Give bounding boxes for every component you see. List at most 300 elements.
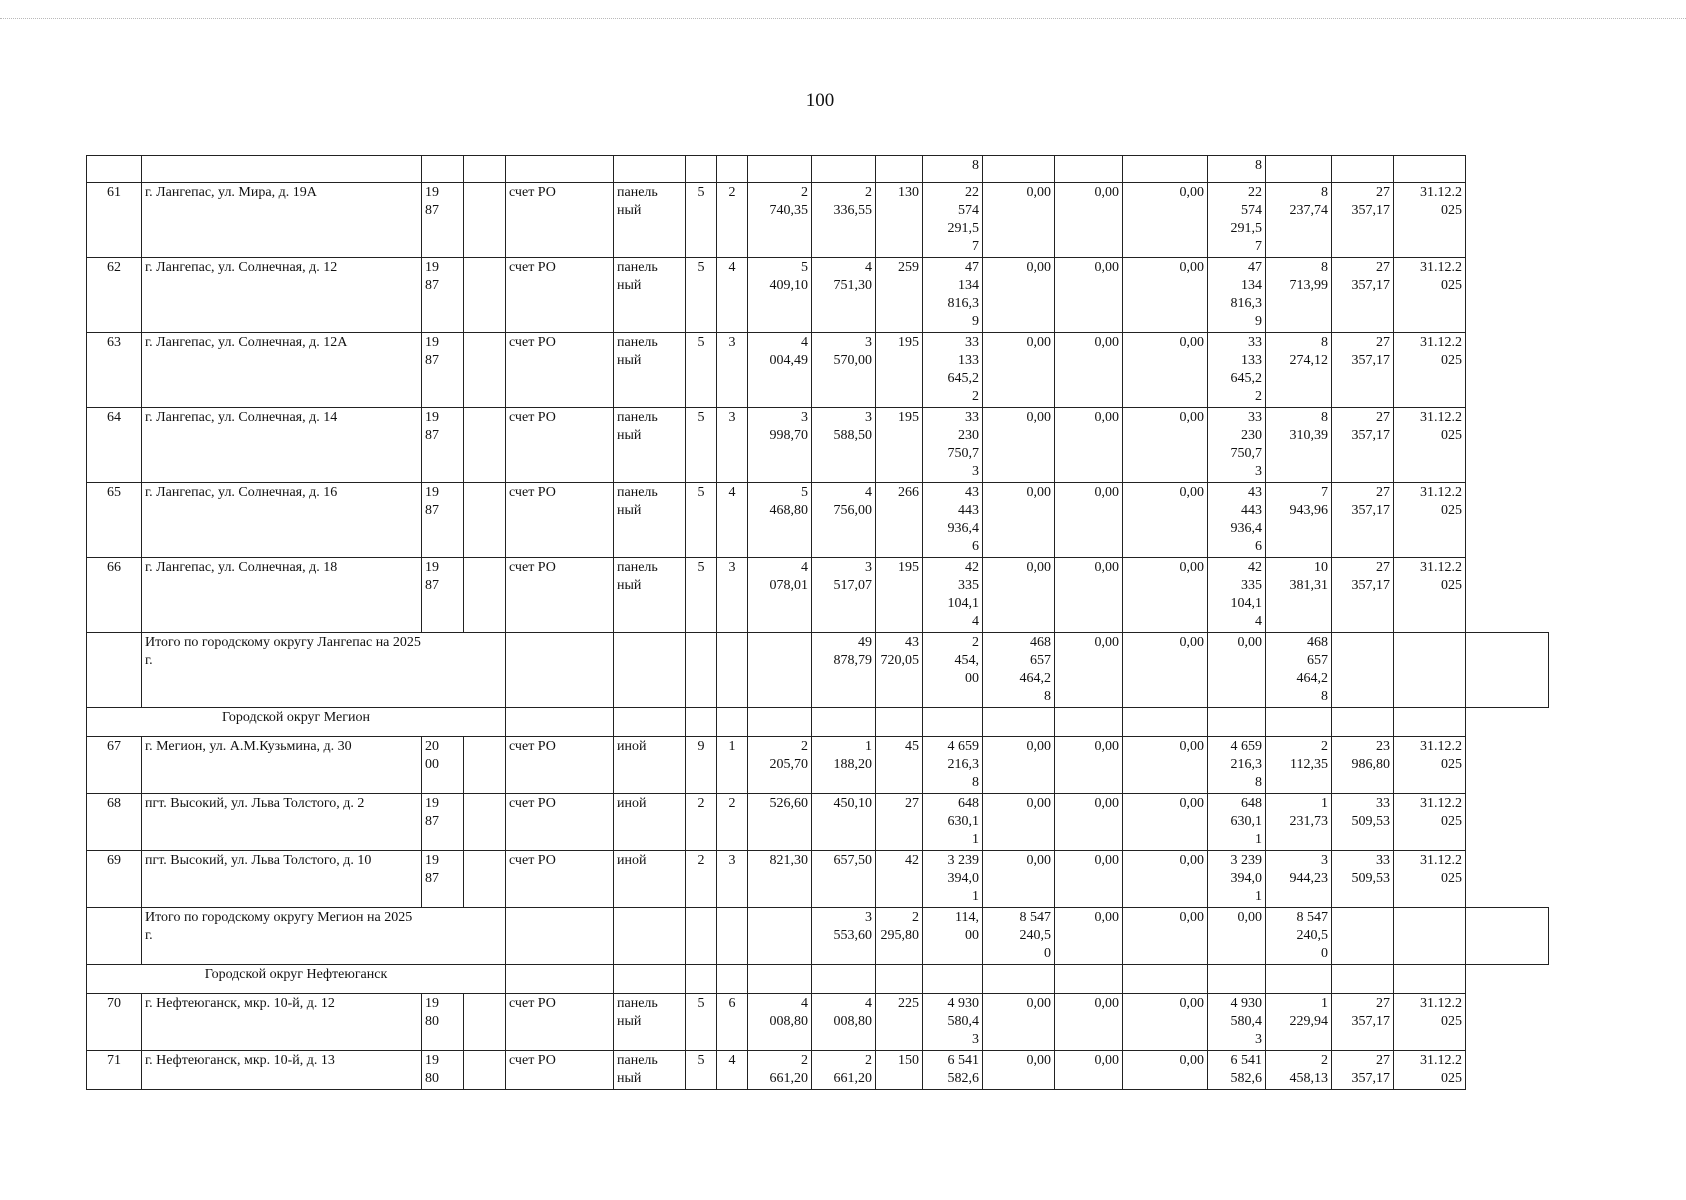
cell-cost-owners-fund: 3 239 394,0 1: [1208, 851, 1266, 908]
cell-entrances: 3: [717, 408, 748, 483]
cell-residents: [876, 708, 923, 737]
cell-row-number: 70: [87, 994, 142, 1051]
cell-wall-material: панель ный: [614, 408, 686, 483]
cell-cost-budget: [1055, 965, 1123, 994]
cell-cost-budget: 0,00: [1055, 558, 1123, 633]
cell-max-cost: 27 357,17: [1332, 558, 1394, 633]
table-row: [87, 737, 1549, 794]
cell-cost-budget: 0,00: [1055, 258, 1123, 333]
cell-entrances: [717, 156, 748, 183]
cell-year-built: 19 87: [422, 258, 464, 333]
cell-cost-owners: 0,00: [1123, 558, 1208, 633]
cell-living-area: 3 588,50: [812, 408, 876, 483]
cell-max-cost: [1332, 633, 1394, 708]
cell-residents: [876, 156, 923, 183]
table-row: [87, 851, 1549, 908]
cell-residents: 225: [876, 994, 923, 1051]
cell-wall-material: иной: [614, 737, 686, 794]
cell-total-area: [748, 633, 812, 708]
cell-total-area: 5 409,10: [748, 258, 812, 333]
cell-cost-budget: 0,00: [1055, 737, 1123, 794]
cell-max-cost: 23 986,80: [1332, 737, 1394, 794]
cell-residents: 27: [876, 794, 923, 851]
cell-floors: 5: [686, 1051, 717, 1090]
cell-blank-col: [464, 794, 506, 851]
cell-living-area: 4 751,30: [812, 258, 876, 333]
cell-entrances: 6: [717, 994, 748, 1051]
cell-cost-owners: [1123, 156, 1208, 183]
cell-cost-fund: 0,00: [983, 258, 1055, 333]
cell-specific-cost: 2 112,35: [1266, 737, 1332, 794]
cell-entrances: [717, 633, 748, 708]
cell-cost-budget: [1055, 156, 1123, 183]
cell-address: г. Лангепас, ул. Мира, д. 19А: [142, 183, 422, 258]
cell-entrances: 3: [717, 333, 748, 408]
cell-blank-col: [464, 156, 506, 183]
cell-entrances: 4: [717, 258, 748, 333]
cell-total-cost: 4 930 580,4 3: [923, 994, 983, 1051]
cell-total-area: 2 205,70: [748, 737, 812, 794]
cell-cost-budget: 0,00: [1055, 333, 1123, 408]
cell-living-area: 450,10: [812, 794, 876, 851]
cell-cost-owners-fund: 43 443 936,4 6: [1208, 483, 1266, 558]
cell-total-area: [748, 908, 812, 965]
cell-residents: 2 295,80: [876, 908, 923, 965]
cell-completion-date: 31.12.2 025: [1394, 483, 1466, 558]
cell-row-number: 64: [87, 408, 142, 483]
cell-cost-fund: 0,00: [983, 333, 1055, 408]
cell-cost-budget: 0,00: [1055, 908, 1123, 965]
cell-total-cost: 33 230 750,7 3: [923, 408, 983, 483]
cell-specific-cost: 8 274,12: [1266, 333, 1332, 408]
cell-cost-owners-fund: 33 230 750,7 3: [1208, 408, 1266, 483]
cell-wall-material: панель ный: [614, 258, 686, 333]
table-row: [87, 1051, 1549, 1090]
cell-total-cost: 22 574 291,5 7: [923, 183, 983, 258]
cell-cost-fund: [983, 965, 1055, 994]
cell-cost-owners-fund: 47 134 816,3 9: [1208, 258, 1266, 333]
cell-total-cost: [923, 708, 983, 737]
cell-funding-method: счет РО: [506, 258, 614, 333]
cell-total-area: 526,60: [748, 794, 812, 851]
cell-total-cost: 33 133 645,2 2: [923, 333, 983, 408]
cell-living-area: 3 517,07: [812, 558, 876, 633]
cell-total-area: 4 004,49: [748, 333, 812, 408]
cell-row-number: 69: [87, 851, 142, 908]
cell-specific-cost: [1266, 708, 1332, 737]
table-row: [87, 994, 1549, 1051]
cell-total-area: 2 740,35: [748, 183, 812, 258]
capital-repair-table: [86, 155, 1549, 1090]
cell-total-cost: [923, 965, 983, 994]
cell-cost-owners: 0,00: [1123, 483, 1208, 558]
cell-entrances: 1: [717, 737, 748, 794]
cell-year-built: 19 87: [422, 408, 464, 483]
cell-cost-budget: 0,00: [1055, 408, 1123, 483]
cell-max-cost: 27 357,17: [1332, 258, 1394, 333]
cell-cost-owners: 0,00: [1123, 633, 1208, 708]
cell-max-cost: [1332, 965, 1394, 994]
cell-funding-method: счет РО: [506, 794, 614, 851]
cell-wall-material: [614, 633, 686, 708]
cell-entrances: [717, 908, 748, 965]
cell-completion-date: [1394, 908, 1466, 965]
cell-address: пгт. Высокий, ул. Льва Толстого, д. 10: [142, 851, 422, 908]
cell-wall-material: панель ный: [614, 558, 686, 633]
cell-address: пгт. Высокий, ул. Льва Толстого, д. 2: [142, 794, 422, 851]
cell-funding-method: счет РО: [506, 408, 614, 483]
cell-cost-fund: 468 657 464,2 8: [983, 633, 1055, 708]
cell-cost-fund: 0,00: [983, 558, 1055, 633]
cell-row-number: 66: [87, 558, 142, 633]
cell-specific-cost: 10 381,31: [1266, 558, 1332, 633]
cell-specific-cost: 3 944,23: [1266, 851, 1332, 908]
cell-total-cost: 648 630,1 1: [923, 794, 983, 851]
cell-specific-cost: 1 229,94: [1266, 994, 1332, 1051]
cell-cost-budget: 0,00: [1055, 483, 1123, 558]
cell-cost-fund: [983, 708, 1055, 737]
cell-blank-col: [464, 258, 506, 333]
cell-cost-fund: 0,00: [983, 408, 1055, 483]
cell-residents: 195: [876, 408, 923, 483]
cell-floors: 5: [686, 558, 717, 633]
cell-specific-cost: 2 458,13: [1266, 1051, 1332, 1090]
cell-total-cost: 42 335 104,1 4: [923, 558, 983, 633]
cell-address: г. Лангепас, ул. Солнечная, д. 16: [142, 483, 422, 558]
cell-total-area: 4 078,01: [748, 558, 812, 633]
cell-funding-method: [506, 633, 614, 708]
section-header-row: [87, 965, 1549, 994]
cell-residents: 150: [876, 1051, 923, 1090]
cell-max-cost: 27 357,17: [1332, 1051, 1394, 1090]
cell-cost-budget: 0,00: [1055, 994, 1123, 1051]
cell-living-area: 2 661,20: [812, 1051, 876, 1090]
cell-wall-material: [614, 908, 686, 965]
cell-year-built: 19 80: [422, 1051, 464, 1090]
cell-floors: 5: [686, 258, 717, 333]
cell-funding-method: [506, 156, 614, 183]
cell-funding-method: счет РО: [506, 737, 614, 794]
cell-entrances: [717, 965, 748, 994]
cell-floors: [686, 908, 717, 965]
cell-cost-fund: 0,00: [983, 737, 1055, 794]
cell-blank-col: [464, 483, 506, 558]
cell-total-area: [748, 965, 812, 994]
cell-year-built: 19 87: [422, 558, 464, 633]
cell-blank-col: [464, 408, 506, 483]
cell-cost-owners-fund: [1208, 708, 1266, 737]
cell-floors: 5: [686, 994, 717, 1051]
cell-floors: 2: [686, 794, 717, 851]
cell-funding-method: [506, 708, 614, 737]
table-row: [87, 408, 1549, 483]
cell-max-cost: 27 357,17: [1332, 333, 1394, 408]
cell-blank-col: [464, 558, 506, 633]
cell-cost-owners-fund: 33 133 645,2 2: [1208, 333, 1266, 408]
cell-living-area: 4 756,00: [812, 483, 876, 558]
cell-cost-fund: 0,00: [983, 483, 1055, 558]
cell-completion-date: 31.12.2 025: [1394, 558, 1466, 633]
cell-wall-material: иной: [614, 794, 686, 851]
total-label: Итого по городскому округу Мегион на 2025 г.: [142, 908, 506, 965]
cell-total-area: 5 468,80: [748, 483, 812, 558]
cell-living-area: [812, 156, 876, 183]
page-number: 100: [805, 90, 835, 111]
cell-living-area: 49 878,79: [812, 633, 876, 708]
cell-entrances: 4: [717, 1051, 748, 1090]
table-row: [87, 183, 1549, 258]
cell-total-area: 821,30: [748, 851, 812, 908]
section-title: Городской округ Мегион: [87, 708, 506, 737]
cell-cost-owners-fund: 22 574 291,5 7: [1208, 183, 1266, 258]
cell-floors: [686, 633, 717, 708]
cell-address: г. Нефтеюганск, мкр. 10-й, д. 13: [142, 1051, 422, 1090]
cell-row-number: 68: [87, 794, 142, 851]
cell-completion-date: 31.12.2 025: [1394, 851, 1466, 908]
cell-cost-owners-fund: 42 335 104,1 4: [1208, 558, 1266, 633]
cell-floors: 5: [686, 333, 717, 408]
cell-cost-owners: 0,00: [1123, 333, 1208, 408]
cell-cost-fund: 0,00: [983, 794, 1055, 851]
cell-year-built: 19 80: [422, 994, 464, 1051]
table-body: [87, 156, 1549, 1090]
cell-cost-owners: 0,00: [1123, 408, 1208, 483]
cell-completion-date: 31.12.2 025: [1394, 408, 1466, 483]
cell-wall-material: [614, 708, 686, 737]
cell-cost-budget: 0,00: [1055, 183, 1123, 258]
total-row: [87, 633, 1549, 708]
cell-year-built: 20 00: [422, 737, 464, 794]
cell-row-number: [87, 156, 142, 183]
cell-funding-method: счет РО: [506, 994, 614, 1051]
cell-specific-cost: 8 713,99: [1266, 258, 1332, 333]
cell-cost-owners-fund: 0,00: [1208, 908, 1266, 965]
cell-blank-col: [464, 994, 506, 1051]
cell-row-number: 71: [87, 1051, 142, 1090]
cell-row-number: 65: [87, 483, 142, 558]
cell-blank-col: [464, 1051, 506, 1090]
cell-cost-owners: 0,00: [1123, 908, 1208, 965]
cell-wall-material: [614, 965, 686, 994]
cell-floors: 2: [686, 851, 717, 908]
cell-address: г. Нефтеюганск, мкр. 10-й, д. 12: [142, 994, 422, 1051]
cell-cost-budget: 0,00: [1055, 794, 1123, 851]
cell-total-area: [748, 156, 812, 183]
cell-specific-cost: 8 237,74: [1266, 183, 1332, 258]
cell-wall-material: панель ный: [614, 994, 686, 1051]
cell-undefined: [1466, 633, 1549, 708]
cell-year-built: 19 87: [422, 794, 464, 851]
cell-cost-owners: 0,00: [1123, 737, 1208, 794]
cell-residents: 42: [876, 851, 923, 908]
cell-floors: 5: [686, 183, 717, 258]
cell-funding-method: счет РО: [506, 183, 614, 258]
cell-completion-date: 31.12.2 025: [1394, 994, 1466, 1051]
cell-row-number: 62: [87, 258, 142, 333]
cell-completion-date: 31.12.2 025: [1394, 258, 1466, 333]
cell-living-area: [812, 708, 876, 737]
cell-wall-material: панель ный: [614, 483, 686, 558]
cell-max-cost: 27 357,17: [1332, 183, 1394, 258]
cell-blank-col: [464, 333, 506, 408]
cell-undefined: [1466, 908, 1549, 965]
cell-cost-owners: 0,00: [1123, 1051, 1208, 1090]
cell-row-number: 63: [87, 333, 142, 408]
cell-row-number: 67: [87, 737, 142, 794]
cell-address: г. Мегион, ул. А.М.Кузьмина, д. 30: [142, 737, 422, 794]
total-row: [87, 908, 1549, 965]
cell-specific-cost: [1266, 965, 1332, 994]
cell-floors: 5: [686, 408, 717, 483]
cell-total-area: 2 661,20: [748, 1051, 812, 1090]
cell-residents: 130: [876, 183, 923, 258]
cell-cost-owners: [1123, 708, 1208, 737]
cell-cost-fund: 0,00: [983, 183, 1055, 258]
cell-completion-date: [1394, 633, 1466, 708]
cell-living-area: 1 188,20: [812, 737, 876, 794]
cell-specific-cost: 7 943,96: [1266, 483, 1332, 558]
cell-living-area: 657,50: [812, 851, 876, 908]
cell-funding-method: счет РО: [506, 1051, 614, 1090]
cell-residents: [876, 965, 923, 994]
cell-address: г. Лангепас, ул. Солнечная, д. 14: [142, 408, 422, 483]
cell-specific-cost: 468 657 464,2 8: [1266, 633, 1332, 708]
cell-completion-date: 31.12.2 025: [1394, 1051, 1466, 1090]
cell-total-area: [748, 708, 812, 737]
cell-max-cost: [1332, 908, 1394, 965]
cell-funding-method: [506, 965, 614, 994]
cell-completion-date: 31.12.2 025: [1394, 333, 1466, 408]
cell-cost-owners: 0,00: [1123, 258, 1208, 333]
cell-year-built: 19 87: [422, 851, 464, 908]
cell-max-cost: 27 357,17: [1332, 483, 1394, 558]
cell-residents: 45: [876, 737, 923, 794]
cell-cost-budget: 0,00: [1055, 851, 1123, 908]
cell-total-cost: 47 134 816,3 9: [923, 258, 983, 333]
cell-cost-budget: [1055, 708, 1123, 737]
cell-max-cost: 33 509,53: [1332, 794, 1394, 851]
cell-specific-cost: 8 547 240,5 0: [1266, 908, 1332, 965]
cell-funding-method: [506, 908, 614, 965]
cell-year-built: 19 87: [422, 333, 464, 408]
cell-completion-date: [1394, 156, 1466, 183]
cell-total-cost: 8: [923, 156, 983, 183]
cell-total-cost: 4 659 216,3 8: [923, 737, 983, 794]
cell-wall-material: [614, 156, 686, 183]
cell-total-cost: 6 541 582,6: [923, 1051, 983, 1090]
cell-completion-date: [1394, 708, 1466, 737]
cell-cost-fund: 0,00: [983, 1051, 1055, 1090]
cell-living-area: 3 553,60: [812, 908, 876, 965]
cell-living-area: 4 008,80: [812, 994, 876, 1051]
cell-residents: 43 720,05: [876, 633, 923, 708]
cell-wall-material: панель ный: [614, 1051, 686, 1090]
cell-funding-method: счет РО: [506, 483, 614, 558]
cell-year-built: 19 87: [422, 483, 464, 558]
cell-row-number: [87, 633, 142, 708]
cell-address: г. Лангепас, ул. Солнечная, д. 18: [142, 558, 422, 633]
cell-cost-owners-fund: 6 541 582,6: [1208, 1051, 1266, 1090]
cell-completion-date: 31.12.2 025: [1394, 737, 1466, 794]
cell-living-area: [812, 965, 876, 994]
cell-blank-col: [464, 851, 506, 908]
cell-total-cost: 43 443 936,4 6: [923, 483, 983, 558]
cell-entrances: 2: [717, 794, 748, 851]
table-row: [87, 558, 1549, 633]
cell-cost-fund: 0,00: [983, 994, 1055, 1051]
cell-max-cost: 33 509,53: [1332, 851, 1394, 908]
cell-residents: 259: [876, 258, 923, 333]
cell-entrances: 2: [717, 183, 748, 258]
cell-completion-date: [1394, 965, 1466, 994]
cell-entrances: 4: [717, 483, 748, 558]
cell-cost-owners-fund: 0,00: [1208, 633, 1266, 708]
section-title: Городской округ Нефтеюганск: [87, 965, 506, 994]
cell-entrances: 3: [717, 851, 748, 908]
cell-living-area: 2 336,55: [812, 183, 876, 258]
cell-blank-col: [464, 737, 506, 794]
cell-specific-cost: 1 231,73: [1266, 794, 1332, 851]
cell-cost-owners: [1123, 965, 1208, 994]
cell-max-cost: 27 357,17: [1332, 994, 1394, 1051]
cell-cost-owners-fund: 4 930 580,4 3: [1208, 994, 1266, 1051]
cell-cost-owners-fund: 4 659 216,3 8: [1208, 737, 1266, 794]
cell-floors: [686, 156, 717, 183]
cell-max-cost: [1332, 708, 1394, 737]
cell-cost-owners-fund: [1208, 965, 1266, 994]
cell-specific-cost: 8 310,39: [1266, 408, 1332, 483]
cell-address: [142, 156, 422, 183]
cell-cost-owners: 0,00: [1123, 851, 1208, 908]
cell-floors: 5: [686, 483, 717, 558]
cell-blank-col: [464, 183, 506, 258]
cell-address: г. Лангепас, ул. Солнечная, д. 12: [142, 258, 422, 333]
cell-wall-material: панель ный: [614, 333, 686, 408]
cell-funding-method: счет РО: [506, 333, 614, 408]
cell-floors: [686, 708, 717, 737]
section-header-row: [87, 708, 1549, 737]
total-label: Итого по городскому округу Лангепас на 2025 г.: [142, 633, 506, 708]
cell-total-area: 4 008,80: [748, 994, 812, 1051]
cell-wall-material: иной: [614, 851, 686, 908]
cell-cost-owners: 0,00: [1123, 183, 1208, 258]
cell-cost-owners: 0,00: [1123, 994, 1208, 1051]
cell-max-cost: [1332, 156, 1394, 183]
cell-cost-fund: 8 547 240,5 0: [983, 908, 1055, 965]
table-row: [87, 333, 1549, 408]
cell-total-cost: 114, 00: [923, 908, 983, 965]
cell-residents: 195: [876, 558, 923, 633]
cell-residents: 266: [876, 483, 923, 558]
cell-specific-cost: [1266, 156, 1332, 183]
cell-cost-fund: [983, 156, 1055, 183]
cell-row-number: 61: [87, 183, 142, 258]
cell-completion-date: 31.12.2 025: [1394, 183, 1466, 258]
cell-year-built: [422, 156, 464, 183]
cell-entrances: 3: [717, 558, 748, 633]
cell-completion-date: 31.12.2 025: [1394, 794, 1466, 851]
cell-residents: 195: [876, 333, 923, 408]
cell-total-cost: 2 454, 00: [923, 633, 983, 708]
cell-total-area: 3 998,70: [748, 408, 812, 483]
cell-wall-material: панель ный: [614, 183, 686, 258]
cell-total-cost: 3 239 394,0 1: [923, 851, 983, 908]
cell-cost-budget: 0,00: [1055, 633, 1123, 708]
cell-cost-owners-fund: 8: [1208, 156, 1266, 183]
cell-floors: [686, 965, 717, 994]
table-row: [87, 483, 1549, 558]
table-row: [87, 258, 1549, 333]
